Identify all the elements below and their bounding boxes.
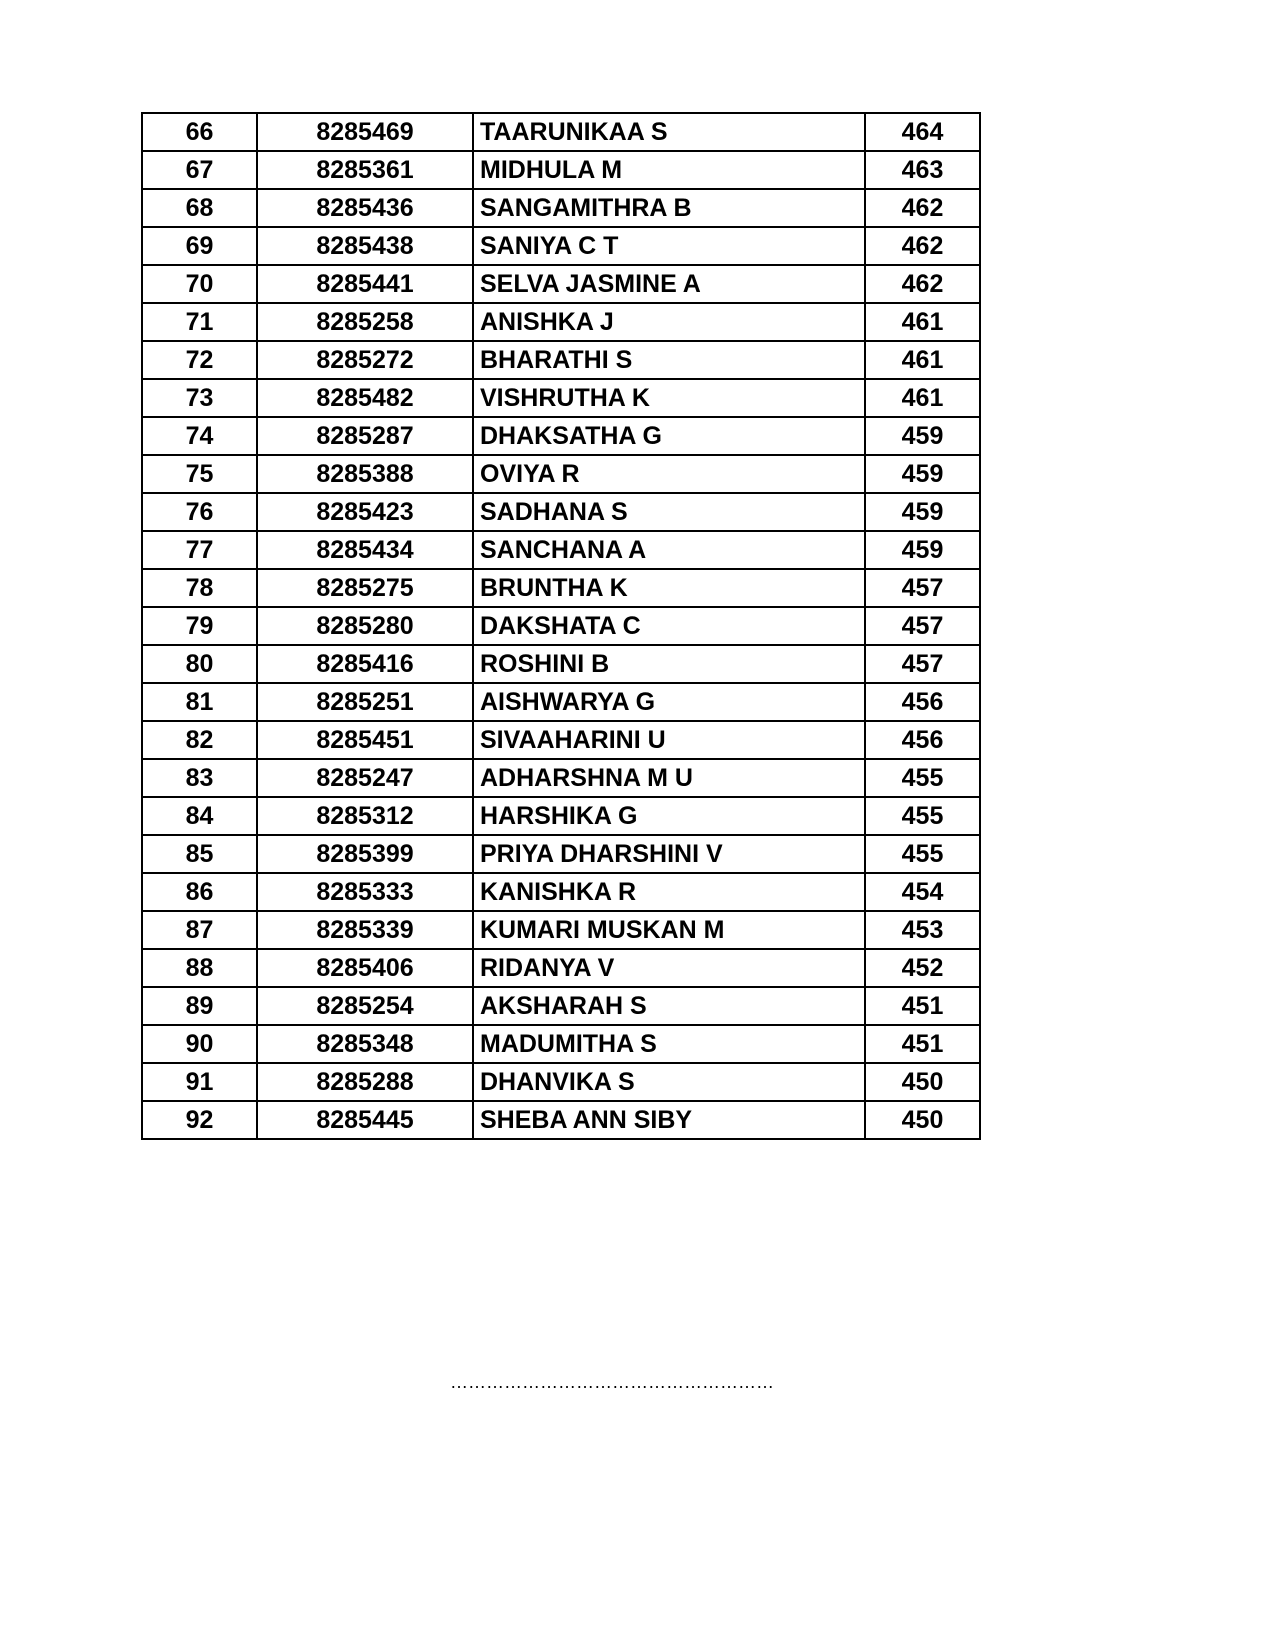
serial-number-cell: 70 [142,265,257,303]
serial-number-cell: 71 [142,303,257,341]
marks-cell: 452 [865,949,980,987]
student-name-cell: KANISHKA R [473,873,865,911]
serial-number-cell: 82 [142,721,257,759]
table-row [142,189,980,227]
register-number-cell: 8285348 [257,1025,473,1063]
student-name-cell: ANISHKA J [473,303,865,341]
serial-number-cell: 80 [142,645,257,683]
marks-cell: 457 [865,569,980,607]
marks-cell: 461 [865,379,980,417]
table-row [142,531,980,569]
serial-number-cell: 77 [142,531,257,569]
student-name-cell: SANGAMITHRA B [473,189,865,227]
table-row [142,493,980,531]
table-row [142,417,980,455]
table-row [142,683,980,721]
table-row [142,1063,980,1101]
student-name-cell: HARSHIKA G [473,797,865,835]
marks-cell: 455 [865,797,980,835]
marks-cell: 457 [865,607,980,645]
marks-cell: 451 [865,1025,980,1063]
marks-cell: 461 [865,303,980,341]
serial-number-cell: 72 [142,341,257,379]
marks-cell: 459 [865,493,980,531]
student-name-cell: VISHRUTHA K [473,379,865,417]
table-row [142,911,980,949]
register-number-cell: 8285436 [257,189,473,227]
serial-number-cell: 86 [142,873,257,911]
table-row [142,303,980,341]
serial-number-cell: 69 [142,227,257,265]
serial-number-cell: 92 [142,1101,257,1139]
student-name-cell: BRUNTHA K [473,569,865,607]
register-number-cell: 8285445 [257,1101,473,1139]
marks-cell: 456 [865,721,980,759]
table-row [142,1025,980,1063]
marks-cell: 463 [865,151,980,189]
marks-cell: 459 [865,531,980,569]
table-row [142,227,980,265]
marks-cell: 451 [865,987,980,1025]
marks-cell: 462 [865,265,980,303]
register-number-cell: 8285388 [257,455,473,493]
table-row [142,949,980,987]
register-number-cell: 8285254 [257,987,473,1025]
marks-cell: 450 [865,1101,980,1139]
student-name-cell: ADHARSHNA M U [473,759,865,797]
end-of-list-dots: ……………………………………………… [450,1372,774,1392]
table-row [142,873,980,911]
table-row [142,379,980,417]
student-name-cell: AKSHARAH S [473,987,865,1025]
register-number-cell: 8285251 [257,683,473,721]
serial-number-cell: 73 [142,379,257,417]
table-row [142,113,980,151]
register-number-cell: 8285423 [257,493,473,531]
table-row [142,607,980,645]
student-name-cell: KUMARI MUSKAN M [473,911,865,949]
serial-number-cell: 84 [142,797,257,835]
serial-number-cell: 88 [142,949,257,987]
table-row [142,645,980,683]
register-number-cell: 8285451 [257,721,473,759]
student-name-cell: RIDANYA V [473,949,865,987]
register-number-cell: 8285288 [257,1063,473,1101]
student-name-cell: SADHANA S [473,493,865,531]
student-name-cell: OVIYA R [473,455,865,493]
student-name-cell: SANIYA C T [473,227,865,265]
register-number-cell: 8285312 [257,797,473,835]
register-number-cell: 8285482 [257,379,473,417]
register-number-cell: 8285275 [257,569,473,607]
student-name-cell: SANCHANA A [473,531,865,569]
student-name-cell: TAARUNIKAA S [473,113,865,151]
table-row [142,569,980,607]
register-number-cell: 8285280 [257,607,473,645]
serial-number-cell: 74 [142,417,257,455]
serial-number-cell: 81 [142,683,257,721]
marks-cell: 455 [865,835,980,873]
student-name-cell: PRIYA DHARSHINI V [473,835,865,873]
register-number-cell: 8285434 [257,531,473,569]
register-number-cell: 8285406 [257,949,473,987]
table-row [142,759,980,797]
register-number-cell: 8285258 [257,303,473,341]
student-name-cell: AISHWARYA G [473,683,865,721]
marks-cell: 459 [865,455,980,493]
register-number-cell: 8285287 [257,417,473,455]
student-name-cell: SELVA JASMINE A [473,265,865,303]
serial-number-cell: 75 [142,455,257,493]
student-name-cell: SIVAAHARINI U [473,721,865,759]
table-row [142,265,980,303]
results-table [141,112,981,1140]
table-row [142,151,980,189]
student-name-cell: BHARATHI S [473,341,865,379]
register-number-cell: 8285272 [257,341,473,379]
table-row [142,721,980,759]
student-name-cell: DHANVIKA S [473,1063,865,1101]
serial-number-cell: 91 [142,1063,257,1101]
marks-cell: 453 [865,911,980,949]
register-number-cell: 8285469 [257,113,473,151]
table-row [142,797,980,835]
serial-number-cell: 76 [142,493,257,531]
marks-cell: 459 [865,417,980,455]
table-row [142,1101,980,1139]
register-number-cell: 8285399 [257,835,473,873]
student-name-cell: DHAKSATHA G [473,417,865,455]
marks-cell: 454 [865,873,980,911]
student-name-cell: DAKSHATA C [473,607,865,645]
register-number-cell: 8285339 [257,911,473,949]
student-name-cell: ROSHINI B [473,645,865,683]
marks-cell: 464 [865,113,980,151]
marks-cell: 450 [865,1063,980,1101]
register-number-cell: 8285333 [257,873,473,911]
register-number-cell: 8285416 [257,645,473,683]
serial-number-cell: 85 [142,835,257,873]
serial-number-cell: 87 [142,911,257,949]
student-name-cell: MADUMITHA S [473,1025,865,1063]
serial-number-cell: 90 [142,1025,257,1063]
marks-cell: 455 [865,759,980,797]
serial-number-cell: 66 [142,113,257,151]
marks-cell: 457 [865,645,980,683]
marks-cell: 456 [865,683,980,721]
serial-number-cell: 89 [142,987,257,1025]
register-number-cell: 8285247 [257,759,473,797]
student-name-cell: MIDHULA M [473,151,865,189]
table-row [142,835,980,873]
serial-number-cell: 68 [142,189,257,227]
marks-cell: 462 [865,189,980,227]
serial-number-cell: 78 [142,569,257,607]
marks-cell: 461 [865,341,980,379]
student-name-cell: SHEBA ANN SIBY [473,1101,865,1139]
marks-cell: 462 [865,227,980,265]
serial-number-cell: 83 [142,759,257,797]
register-number-cell: 8285361 [257,151,473,189]
serial-number-cell: 67 [142,151,257,189]
serial-number-cell: 79 [142,607,257,645]
table-row [142,341,980,379]
table-row [142,455,980,493]
register-number-cell: 8285438 [257,227,473,265]
results-table-body [142,113,980,1139]
register-number-cell: 8285441 [257,265,473,303]
table-row [142,987,980,1025]
